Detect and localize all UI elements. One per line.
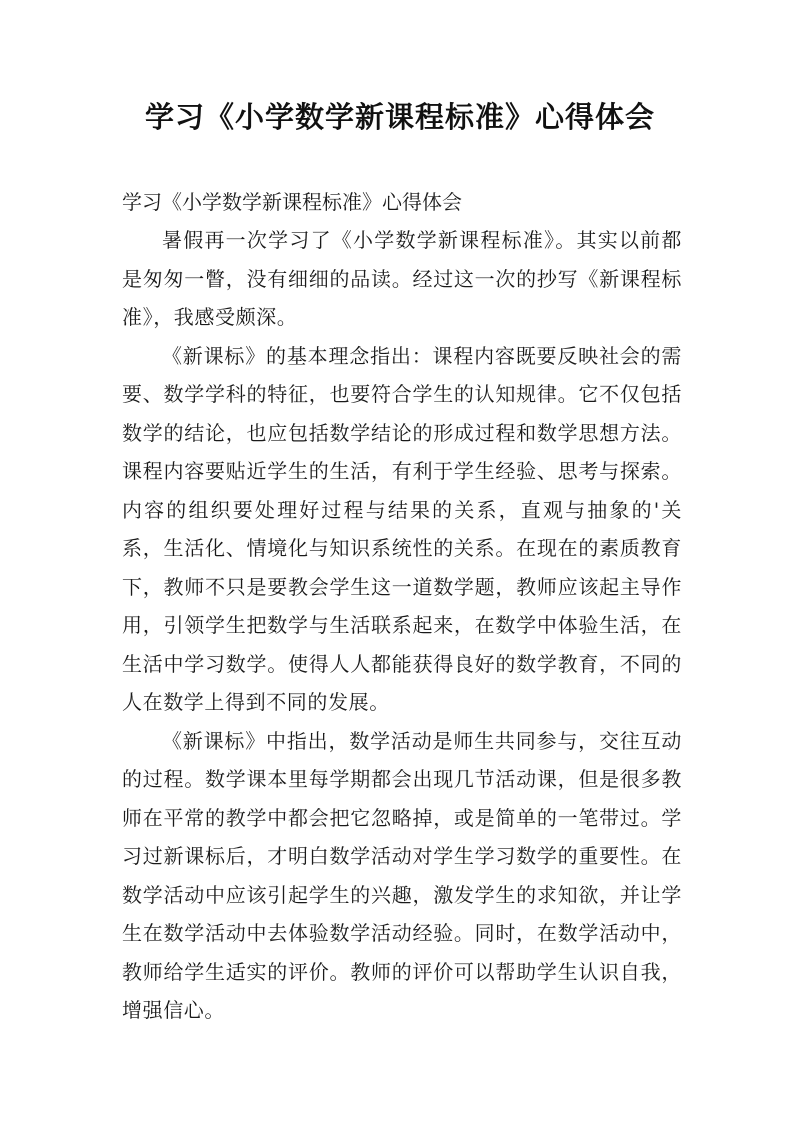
paragraph-3: 《新课标》中指出，数学活动是师生共同参与，交往互动的过程。数学课本里每学期都会出现几节活动课，但是很多教师在平常的教学中都会把它忽略掉，或是简单的一笔带过。学习过新课标后，才明白数学活动对学生学习数学的重要性。在数学活动中应该引起学生的兴趣，激发学生的求知欲，并让学生在数学活动中去体验数学活动经验。同时，在数学活动中，教师给学生适实的评价。教师的评价可以帮助学生认识自我，增强信心。 [122,728,682,1022]
paragraph-2: 《新课标》的基本理念指出：课程内容既要反映社会的需要、数学学科的特征，也要符合学生的认知规律。它不仅包括数学的结论，也应包括数学结论的形成过程和数学思想方法。课程内容要贴近学生的生活，有利于学生经验、思考与探索。内容的组织要处理好过程与结果的关系，直观与抽象的'关系，生活化、情境化与知识系统性的关系。在现在的素质教育下，教师不只是要教会学生这一道数学题，教师应该起主导作用，引领学生把数学与生活联系起来，在数学中体验生活，在生活中学习数学。使得人人都能获得良好的数学教育，不同的人在数学上得到不同的发展。 [122,343,682,714]
page-title: 学习《小学数学新课程标准》心得体会 [144,100,655,134]
document-subtitle: 学习《小学数学新课程标准》心得体会 [122,190,462,214]
paragraph-1: 暑假再一次学习了《小学数学新课程标准》。其实以前都是匆匆一瞥，没有细细的品读。经过这一次的抄写《新课程标准》，我感受颇深。 [122,228,682,329]
document-body [122,184,682,1030]
